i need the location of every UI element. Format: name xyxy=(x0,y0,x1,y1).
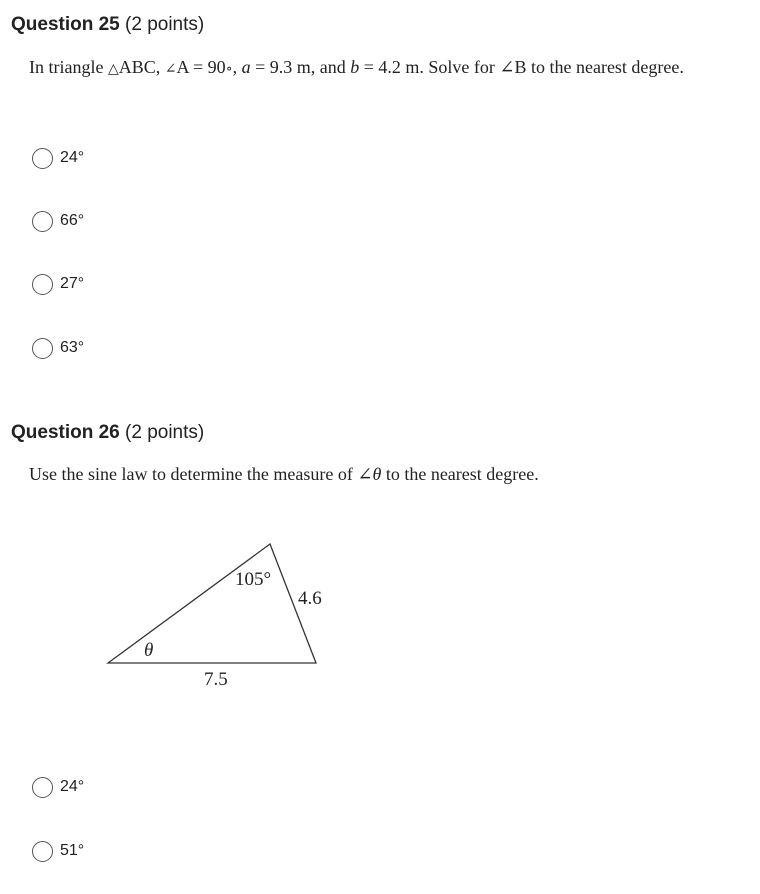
radio-button[interactable] xyxy=(32,338,53,359)
prompt-text: , xyxy=(232,57,242,77)
prompt-text: B to the nearest degree. xyxy=(514,57,684,77)
triangle-diagram xyxy=(100,535,340,695)
question-26-title: Question 26 xyxy=(11,422,120,443)
angle-symbol: ∠ xyxy=(499,57,515,77)
triangle-symbol: △ xyxy=(107,62,119,77)
variable-b: b xyxy=(350,57,360,77)
degree-symbol: ∘ xyxy=(225,62,233,77)
theta-symbol: θ xyxy=(372,464,382,484)
q25-option-3[interactable] xyxy=(32,271,84,297)
radio-button[interactable] xyxy=(32,841,53,862)
radio-button[interactable] xyxy=(32,777,53,798)
option-label: 51° xyxy=(60,842,85,859)
question-25-prompt xyxy=(29,56,684,81)
question-26-heading xyxy=(11,421,204,445)
question-26-prompt xyxy=(29,463,539,485)
option-label: 66° xyxy=(60,212,85,229)
q26-option-2[interactable] xyxy=(32,838,84,864)
prompt-text: to the nearest degree. xyxy=(381,464,539,484)
option-label: 27° xyxy=(60,275,85,292)
angle-label-105: 105° xyxy=(235,569,272,590)
prompt-text: Use the sine law to determine the measure of xyxy=(29,464,358,484)
option-label: 63° xyxy=(60,339,85,356)
option-label: 24° xyxy=(60,149,85,166)
angle-symbol: ∠ xyxy=(357,464,373,484)
radio-button[interactable] xyxy=(32,148,53,169)
variable-a: a xyxy=(241,57,251,77)
triangle-shape xyxy=(108,544,316,663)
option-label: 24° xyxy=(60,778,85,795)
prompt-text: = 9.3 m, and xyxy=(250,57,351,77)
prompt-text: In triangle xyxy=(29,57,108,77)
question-25-points: (2 points) xyxy=(125,14,205,35)
q25-option-1[interactable] xyxy=(32,145,84,171)
base-label-7-5: 7.5 xyxy=(204,669,228,690)
q25-option-2[interactable] xyxy=(32,208,84,234)
radio-button[interactable] xyxy=(32,211,53,232)
prompt-text: = 4.2 m. Solve for xyxy=(359,57,500,77)
angle-symbol: ∠ xyxy=(164,62,177,77)
radio-button[interactable] xyxy=(32,274,53,295)
prompt-text: A = 90 xyxy=(176,57,226,77)
q25-option-4[interactable] xyxy=(32,335,84,361)
question-26-points: (2 points) xyxy=(125,422,205,443)
question-25-title: Question 25 xyxy=(11,14,120,35)
side-label-4-6: 4.6 xyxy=(298,588,322,609)
theta-label: θ xyxy=(144,640,154,661)
prompt-text: ABC, xyxy=(118,57,165,77)
question-25-heading xyxy=(11,13,204,37)
q26-option-1[interactable] xyxy=(32,774,84,800)
